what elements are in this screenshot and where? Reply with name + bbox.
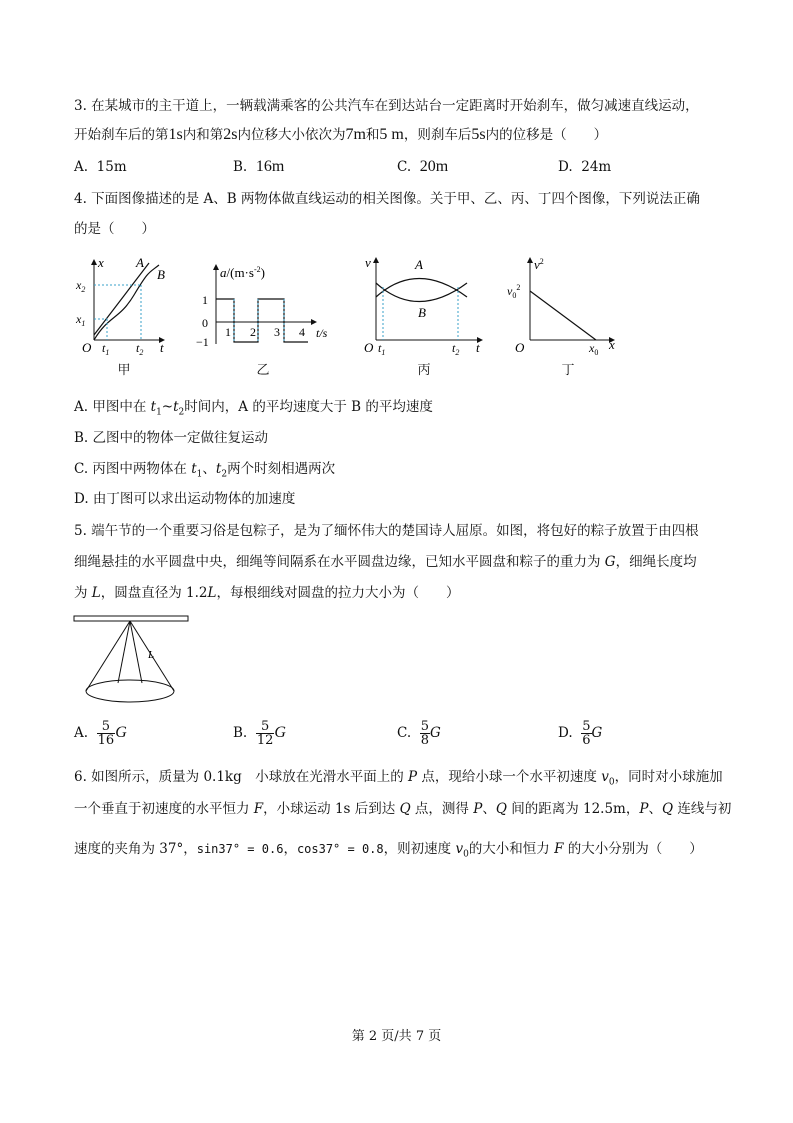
svg-text:t2: $t_2$ <box>136 341 144 355</box>
svg-text:x1: $x_1$ <box>76 312 86 328</box>
tick-y-0: 0 <box>202 316 208 330</box>
q5-line1: 5. 端午节的一个重要习俗是包粽子，是为了缅怀伟大的楚国诗人屈原。如图，将包好的粽子放置于由四根 <box>74 523 699 539</box>
caption-bing: 丙 <box>417 363 431 378</box>
svg-text:t: t <box>476 340 480 355</box>
disc <box>86 680 174 702</box>
tick-y-neg1: −1 <box>196 335 209 349</box>
q5-option-c: C. $\frac{5}{8}$ G <box>397 719 441 748</box>
curve-b-label: B <box>157 267 165 282</box>
caption-jia: 甲 <box>117 363 131 378</box>
curve-a <box>376 279 467 298</box>
svg-text:A: A <box>415 257 423 272</box>
graph-yi <box>196 262 336 352</box>
svg-text:v: v <box>365 255 371 270</box>
svg-text:v02: $v_0^2$ <box>507 283 521 300</box>
caption-yi: 乙 <box>256 363 270 378</box>
q3-option-b: B. 16m <box>233 158 285 175</box>
q4-line1: 4. 下面图像描述的是 A、B 两物体做直线运动的相关图像。关于甲、乙、丙、丁四个图像，下列说法正确 <box>74 191 700 207</box>
page-footer: 第 2 页/共 7 页 <box>351 1029 442 1044</box>
curve-b <box>376 283 467 302</box>
q5-line2: 细绳悬挂的水平圆盘中央，细绳等间隔系在水平圆盘边缘，已知水平圆盘和粽子的重力为 G，细绳长度均 <box>74 554 697 570</box>
tick-x-1: 1 <box>225 325 231 339</box>
caption-ding: 丁 <box>561 363 575 378</box>
svg-text:x: x <box>609 337 615 352</box>
q6-line2: 一个垂直于初速度的水平恒力 F，小球运动 1s 后到达 Q 点，测得 P、Q 间的距离为 12.5m，P、Q 连线与初 <box>74 801 732 817</box>
q5-line3: 为 L，圆盘直径为 1.2L，每根细线对圆盘的拉力大小为（ ） <box>74 585 460 601</box>
svg-text:t1: $t_1$ <box>102 341 110 355</box>
tick-x-3: 3 <box>274 325 280 339</box>
graph-ding <box>506 255 621 355</box>
svg-text:a/(m·s-2): $a/(m\cdot s^{-2})$ <box>220 265 265 280</box>
svg-text:O: O <box>82 340 92 355</box>
svg-text:t: t <box>160 340 164 355</box>
q3-option-a: A. 15m <box>74 159 127 175</box>
q5-option-b: B. $\frac{5}{12}$ G <box>233 719 286 748</box>
q3-line2: 开始刹车后的第1s内和第2s内位移大小依次为7m和5 m，则刹车后5s内的位移是（ ） <box>74 126 608 143</box>
q5-option-a: A. $\frac{5}{16}$ G <box>74 719 127 748</box>
ceiling-bar <box>74 616 188 621</box>
q6-line1: 6. 如图所示，质量为 0.1kg 小球放在光滑水平面上的 P 点，现给小球一个水平初速度 $v_0$，同时对小球施加 <box>74 769 723 788</box>
q3-line1: 3. 在某城市的主干道上，一辆载满乘客的公共汽车在到达站台一定距离时开始刹车，做匀减速直线运动， <box>74 98 699 114</box>
svg-text:O: O <box>515 340 525 355</box>
q4-option-a: A. 甲图中在 $t_1\sim t_2$时间内，A 的平均速度大于 B 的平均速度 <box>74 399 433 418</box>
svg-text:x2: $x_2$ <box>76 278 86 294</box>
q4-option-c: C. 丙图中两物体在 $t_1$、$t_2$两个时刻相遇两次 <box>74 461 336 480</box>
q4-option-b: B. 乙图中的物体一定做往复运动 <box>74 430 269 446</box>
curve-a-label: A <box>136 255 144 270</box>
q3-option-c: C. 20m <box>397 158 449 175</box>
curve-b <box>94 265 159 340</box>
svg-text:L: L <box>148 649 155 661</box>
q6-line3: 速度的夹角为 37°，sin37° = 0.6，cos37° = 0.8，则初速度 $v_0$的大小和恒力 F 的大小分别为（ ） <box>74 841 703 860</box>
tick-y-1: 1 <box>202 293 208 307</box>
graph-jia <box>74 255 174 355</box>
svg-text:v2: $v^2$ <box>534 257 544 272</box>
q4-option-d: D. 由丁图可以求出运动物体的加速度 <box>74 491 296 507</box>
graph-bing <box>362 255 492 355</box>
line-v2-x <box>530 291 596 340</box>
q5-option-d: D. $\frac{5}{6}$ G <box>558 719 603 748</box>
q4-line2: 的是（ ） <box>74 221 155 237</box>
y-axis-label: x <box>98 255 104 270</box>
tick-x-2: 2 <box>250 325 256 339</box>
tick-x-4: 4 <box>299 325 305 339</box>
q3-option-d: D. 24m <box>558 159 612 175</box>
svg-text:t/s: t/s <box>316 326 328 340</box>
svg-text:t1: $t_1$ <box>378 341 386 355</box>
svg-text:O: O <box>364 340 374 355</box>
svg-text:x0: $x_0$ <box>589 341 599 355</box>
svg-text:t2: $t_2$ <box>452 341 460 355</box>
svg-text:B: B <box>418 305 426 320</box>
zongzi-disc-figure <box>72 613 192 708</box>
